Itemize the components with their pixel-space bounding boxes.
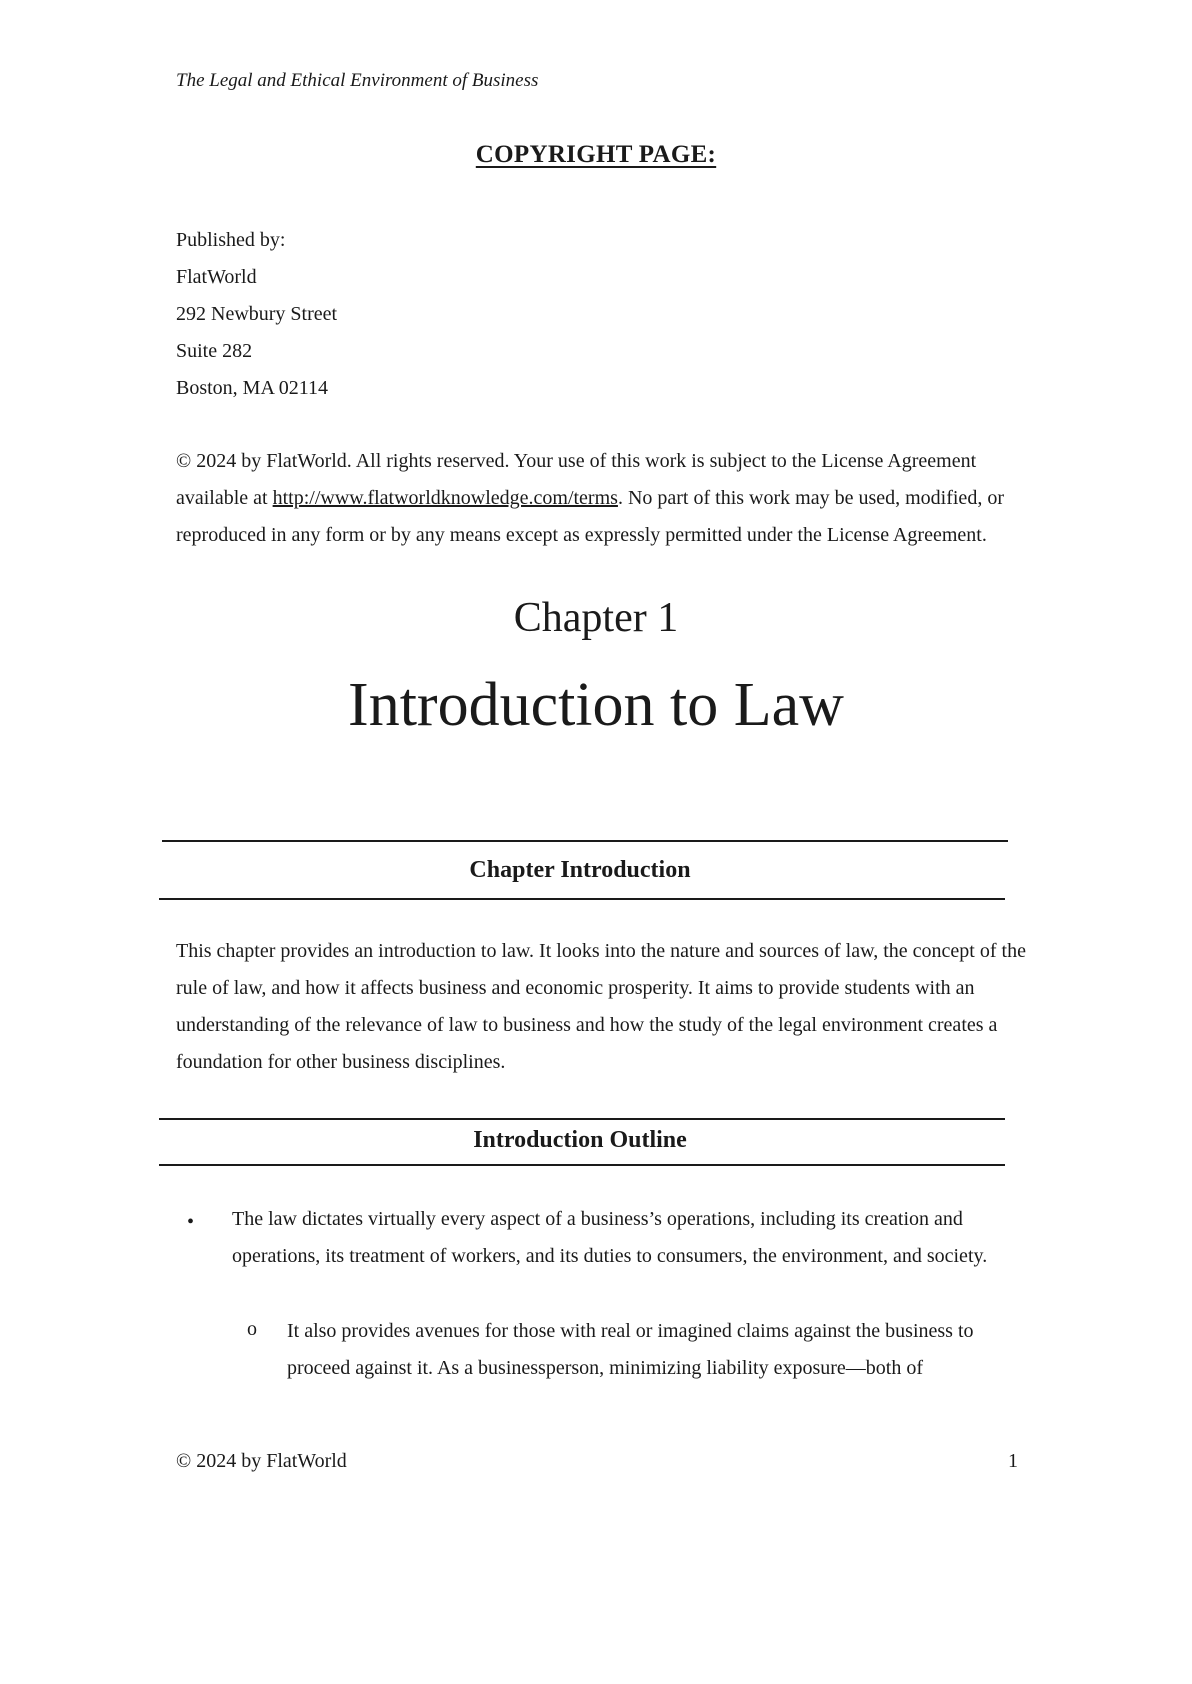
section-rule <box>162 840 1008 842</box>
publisher-line: Published by: <box>176 229 286 251</box>
section-rule <box>159 1118 1005 1120</box>
running-header: The Legal and Ethical Environment of Business <box>176 70 539 91</box>
chapter-introduction-heading: Chapter Introduction <box>469 857 691 883</box>
section-rule <box>159 898 1005 900</box>
chapter-number: Chapter 1 <box>513 595 679 641</box>
chapter-title: Introduction to Law <box>348 671 844 739</box>
rights-text-end: . No part of this work may be used, modified, or reproduced in any form or by any means except as expressly permitted under the License Agreement. <box>176 487 1004 546</box>
copyright-page-title: COPYRIGHT PAGE: <box>475 141 717 168</box>
publisher-block <box>176 222 337 407</box>
footer-copyright: © 2024 by FlatWorld <box>176 1450 347 1472</box>
publisher-line: FlatWorld <box>176 266 257 288</box>
bullet-marker: • <box>187 1211 195 1233</box>
section-rule <box>159 1164 1005 1166</box>
license-link[interactable]: http://www.flatworldknowledge.com/terms <box>272 487 618 509</box>
sub-bullet-marker: o <box>247 1318 257 1340</box>
publisher-line: Boston, MA 02114 <box>176 377 329 399</box>
outline-item: The law dictates virtually every aspect of a business’s operations, including its creation and operations, its treatment of workers, and its duties to consumers, the environment, and society. <box>232 1208 988 1267</box>
outline-subitem: It also provides avenues for those with real or imagined claims against the business to proceed against it. As a businessperson, minimizing liability exposure—both of <box>287 1320 974 1379</box>
publisher-line: Suite 282 <box>176 340 253 362</box>
rights-text-start: © 2024 by FlatWorld. All rights reserved. Your use of this work is subject to the License Agreement available at <box>176 450 977 509</box>
rights-statement <box>176 443 1026 554</box>
publisher-line: 292 Newbury Street <box>176 303 338 325</box>
introduction-outline-heading: Introduction Outline <box>473 1127 687 1153</box>
page-number: 1 <box>1008 1450 1018 1472</box>
chapter-introduction-paragraph: This chapter provides an introduction to law. It looks into the nature and sources of law, the concept of the rule of law, and how it affects business and economic prosperity. It aims to provide students with an understanding of the relevance of law to business and how the study of the legal environment creates a foundation for other business disciplines. <box>176 940 1026 1073</box>
